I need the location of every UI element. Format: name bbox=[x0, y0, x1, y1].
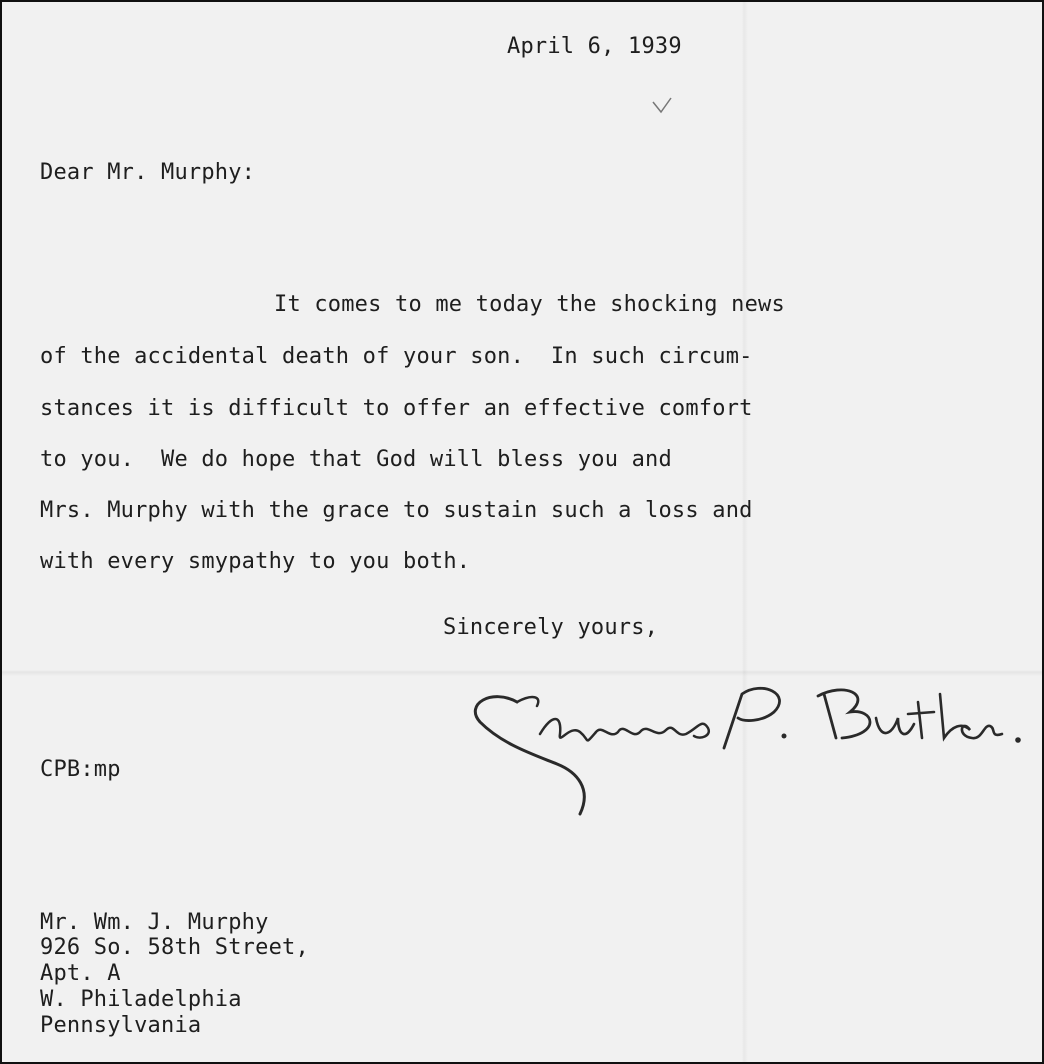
body-line: with every smypathy to you both. bbox=[40, 549, 471, 574]
handwritten-signature bbox=[462, 674, 1032, 824]
body-line: It comes to me today the shocking news bbox=[274, 292, 785, 317]
address-line: Apt. A bbox=[40, 961, 121, 986]
address-line: Mr. Wm. J. Murphy bbox=[40, 910, 269, 935]
closing: Sincerely yours, bbox=[443, 615, 659, 640]
body-line: of the accidental death of your son. In such circum- bbox=[40, 344, 753, 369]
body-line: to you. We do hope that God will bless you and bbox=[40, 447, 672, 472]
typist-initials: CPB:mp bbox=[40, 757, 121, 782]
body-line: stances it is difficult to offer an effective comfort bbox=[40, 396, 753, 421]
address-line: 926 So. 58th Street, bbox=[40, 935, 309, 960]
salutation: Dear Mr. Murphy: bbox=[40, 160, 256, 185]
letter-date: April 6, 1939 bbox=[507, 34, 682, 59]
body-line: Mrs. Murphy with the grace to sustain such a loss and bbox=[40, 498, 753, 523]
address-line: Pennsylvania bbox=[40, 1013, 202, 1038]
address-line: W. Philadelphia bbox=[40, 987, 242, 1012]
check-mark-icon bbox=[650, 96, 674, 116]
